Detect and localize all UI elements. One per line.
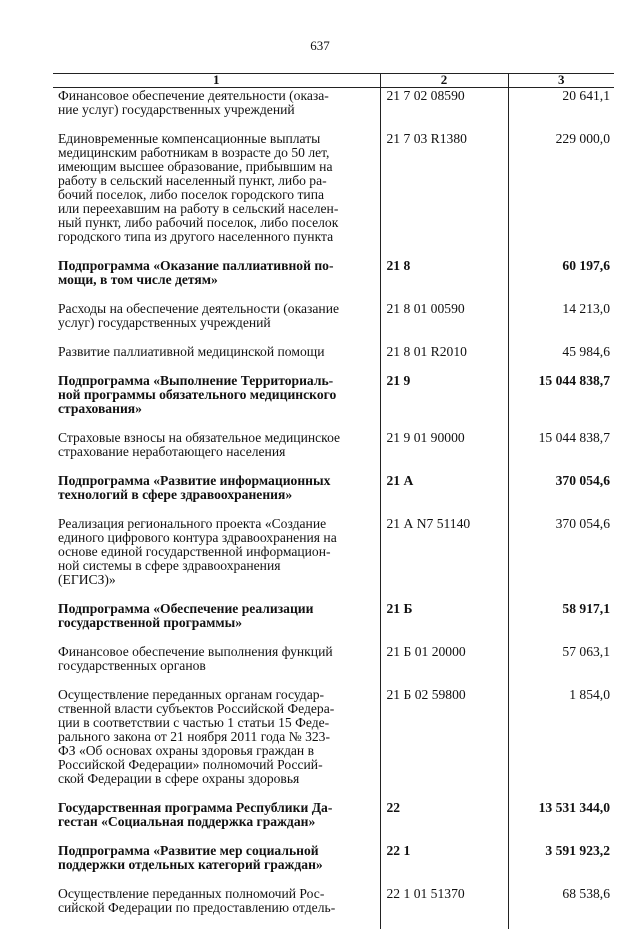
row-amount: 15 044 838,7 xyxy=(508,430,614,473)
row-code: 21 8 xyxy=(380,258,508,301)
row-amount: 45 984,6 xyxy=(508,344,614,373)
row-code: 21 9 01 90000 xyxy=(380,430,508,473)
row-amount: 3 591 923,2 xyxy=(508,843,614,886)
row-name-line: работу в сельский населенный пункт, либо ра- xyxy=(58,173,327,188)
row-code: 22 1 01 51370 xyxy=(380,886,508,929)
row-name xyxy=(53,473,380,516)
row-name-line: Развитие паллиативной медицинской помощи xyxy=(58,344,325,359)
table-row xyxy=(53,88,614,132)
table-row xyxy=(53,843,614,886)
page-number: 637 xyxy=(310,38,330,53)
table-row xyxy=(53,301,614,344)
row-amount: 229 000,0 xyxy=(508,131,614,258)
row-code: 21 8 01 00590 xyxy=(380,301,508,344)
row-name xyxy=(53,800,380,843)
row-name-line: государственных органов xyxy=(58,658,206,673)
budget-table xyxy=(53,73,614,929)
row-code: 21 9 xyxy=(380,373,508,430)
row-name-line: технологий в сфере здравоохранения» xyxy=(58,487,293,502)
table-row xyxy=(53,886,614,929)
row-name xyxy=(53,843,380,886)
row-name-line: Российской Федерации» полномочий Россий- xyxy=(58,757,323,772)
table-row xyxy=(53,473,614,516)
row-name-line: Подпрограмма «Развитие информационных xyxy=(58,473,331,488)
row-code: 21 Б xyxy=(380,601,508,644)
row-name xyxy=(53,644,380,687)
row-name xyxy=(53,516,380,601)
row-name xyxy=(53,258,380,301)
table-row xyxy=(53,800,614,843)
table-row xyxy=(53,258,614,301)
table-row xyxy=(53,644,614,687)
column-header-name: 1 xyxy=(53,74,380,88)
row-name-line: Подпрограмма «Выполнение Территориаль- xyxy=(58,373,334,388)
row-name-line: Реализация регионального проекта «Создание xyxy=(58,516,327,531)
row-name-line: городского типа из другого населенного пункта xyxy=(58,229,334,244)
table-row xyxy=(53,516,614,601)
row-name-line: Осуществление переданных полномочий Рос- xyxy=(58,886,325,901)
row-name-line: Подпрограмма «Оказание паллиативной по- xyxy=(58,258,334,273)
row-amount: 60 197,6 xyxy=(508,258,614,301)
row-name-line: Осуществление переданных органам государ- xyxy=(58,687,325,702)
row-name-line: Подпрограмма «Развитие мер социальной xyxy=(58,843,319,858)
row-code: 22 1 xyxy=(380,843,508,886)
row-name-line: (ЕГИСЗ)» xyxy=(58,572,116,587)
row-name-line: ской Федерации в сфере охраны здоровья xyxy=(58,771,300,786)
row-name-line: ции в соответствии с частью 1 статьи 15 Феде- xyxy=(58,715,330,730)
row-name-line: Страховые взносы на обязательное медицинское xyxy=(58,430,341,445)
row-name-line: Финансовое обеспечение выполнения функций xyxy=(58,644,333,659)
row-name-line: поддержки отдельных категорий граждан» xyxy=(58,857,323,872)
row-amount: 14 213,0 xyxy=(508,301,614,344)
row-name xyxy=(53,886,380,929)
row-name-line: страхования» xyxy=(58,401,142,416)
row-name-line: страхование неработающего населения xyxy=(58,444,286,459)
row-name-line: государственной программы» xyxy=(58,615,243,630)
row-name-line: имеющим высшее образование, прибывшим на xyxy=(58,159,333,174)
row-amount: 68 538,6 xyxy=(508,886,614,929)
table-header-row xyxy=(53,74,614,88)
row-name-line: ственной власти субъектов Российской Федера- xyxy=(58,701,335,716)
row-amount: 15 044 838,7 xyxy=(508,373,614,430)
table-row xyxy=(53,344,614,373)
row-name-line: Расходы на обеспечение деятельности (оказание xyxy=(58,301,340,316)
row-name xyxy=(53,601,380,644)
row-name-line: медицинским работникам в возрасте до 50 лет, xyxy=(58,145,330,160)
row-name-line: бочий поселок, либо поселок городского типа xyxy=(58,187,325,202)
row-code: 21 Б 01 20000 xyxy=(380,644,508,687)
row-amount: 370 054,6 xyxy=(508,516,614,601)
column-header-amount: 3 xyxy=(508,74,614,88)
table-row xyxy=(53,430,614,473)
row-name xyxy=(53,430,380,473)
row-code: 21 8 01 R2010 xyxy=(380,344,508,373)
row-name-line: или переехавшим на работу в сельский населен- xyxy=(58,201,339,216)
row-name-line: Единовременные компенсационные выплаты xyxy=(58,131,321,146)
row-amount: 20 641,1 xyxy=(508,88,614,132)
row-name-line: гестан «Социальная поддержка граждан» xyxy=(58,814,316,829)
row-name-line: основе единой государственной информацион- xyxy=(58,544,331,559)
row-name-line: сийской Федерации по предоставлению отдель- xyxy=(58,900,336,915)
row-code: 21 7 02 08590 xyxy=(380,88,508,132)
row-name-line: Финансовое обеспечение деятельности (оказа- xyxy=(58,88,329,103)
row-amount: 58 917,1 xyxy=(508,601,614,644)
row-name xyxy=(53,301,380,344)
row-name xyxy=(53,344,380,373)
row-name-line: ной программы обязательного медицинского xyxy=(58,387,337,402)
row-name-line: единого цифрового контура здравоохранения на xyxy=(58,530,337,545)
row-amount: 370 054,6 xyxy=(508,473,614,516)
table-row xyxy=(53,131,614,258)
row-name-line: Государственная программа Республики Да- xyxy=(58,800,333,815)
row-name-line: ние услуг) государственных учреждений xyxy=(58,102,295,117)
table-row xyxy=(53,601,614,644)
row-name xyxy=(53,687,380,800)
row-name-line: ной системы в сфере здравоохранения xyxy=(58,558,281,573)
row-code: 22 xyxy=(380,800,508,843)
row-name-line: мощи, в том числе детям» xyxy=(58,272,218,287)
row-amount: 13 531 344,0 xyxy=(508,800,614,843)
row-name-line: ный пункт, либо рабочий поселок, либо поселок xyxy=(58,215,339,230)
table-row xyxy=(53,373,614,430)
column-header-code: 2 xyxy=(380,74,508,88)
row-code: 21 А xyxy=(380,473,508,516)
row-amount: 1 854,0 xyxy=(508,687,614,800)
table-row xyxy=(53,687,614,800)
row-name-line: Подпрограмма «Обеспечение реализации xyxy=(58,601,314,616)
row-code: 21 А N7 51140 xyxy=(380,516,508,601)
row-name-line: рального закона от 21 ноября 2011 года № 323- xyxy=(58,729,330,744)
row-name-line: услуг) государственных учреждений xyxy=(58,315,271,330)
row-amount: 57 063,1 xyxy=(508,644,614,687)
row-name xyxy=(53,373,380,430)
row-code: 21 7 03 R1380 xyxy=(380,131,508,258)
row-name-line: ФЗ «Об основах охраны здоровья граждан в xyxy=(58,743,315,758)
row-code: 21 Б 02 59800 xyxy=(380,687,508,800)
row-name xyxy=(53,88,380,132)
row-name xyxy=(53,131,380,258)
